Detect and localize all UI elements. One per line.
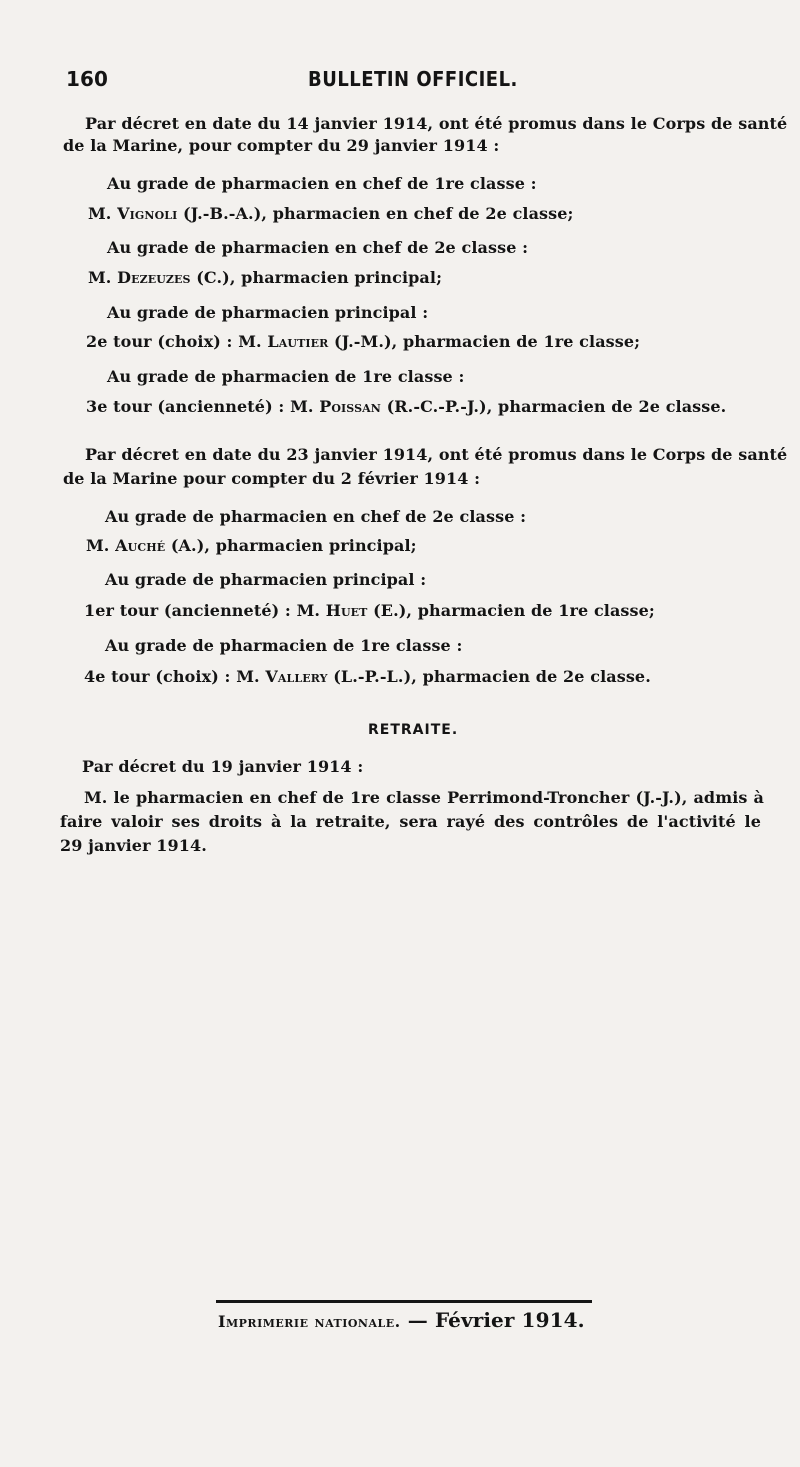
footer-rule	[216, 1300, 592, 1303]
decree1-grade1-entry	[88, 203, 574, 225]
decree2-intro-line2: de la Marine pour compter du 2 février 1914 :	[63, 469, 481, 488]
person-name: Huet	[325, 601, 368, 620]
page-title: BULLETIN OFFICIEL.	[308, 67, 518, 91]
person-name: Vignoli	[117, 204, 178, 223]
person-name: Dezeuzes	[117, 268, 191, 287]
decree1-grade4-entry	[86, 396, 726, 418]
retraite-body-line2: faire valoir ses droits à la retraite, sera rayé des contrôles de l'activité le	[60, 812, 761, 831]
retraite-body-line1: M. le pharmacien en chef de 1re classe Perrimond-Troncher (J.-J.), admis à	[84, 788, 764, 807]
entry-prefix: M.	[88, 204, 112, 223]
entry-prefix: M.	[88, 268, 112, 287]
page-number: 160	[66, 67, 109, 91]
decree2-grade2-heading: Au grade de pharmacien principal :	[105, 570, 427, 589]
entry-rest: (J.-B.-A.), pharmacien en chef de 2e classe;	[183, 204, 574, 223]
entry-prefix: 4e tour (choix) : M.	[84, 667, 260, 686]
person-name: Vallery	[265, 667, 328, 686]
entry-rest: (A.), pharmacien principal;	[170, 536, 417, 555]
decree1-intro-line1: Par décret en date du 14 janvier 1914, ont été promus dans le Corps de santé	[85, 114, 788, 133]
decree1-intro-line2: de la Marine, pour compter du 29 janvier 1914 :	[63, 136, 500, 155]
entry-rest: (C.), pharmacien principal;	[196, 268, 443, 287]
decree1-grade4-heading: Au grade de pharmacien de 1re classe :	[107, 367, 465, 386]
printer-name: Imprimerie nationale.	[218, 1312, 401, 1331]
decree1-grade2-entry	[88, 267, 442, 289]
entry-rest: (E.), pharmacien de 1re classe;	[373, 601, 655, 620]
retraite-intro: Par décret du 19 janvier 1914 :	[82, 757, 364, 776]
decree2-grade3-entry	[84, 666, 651, 688]
decree1-grade1-heading: Au grade de pharmacien en chef de 1re classe :	[107, 174, 537, 193]
decree2-grade1-entry	[86, 535, 417, 557]
footer-imprint	[218, 1309, 585, 1333]
retraite-heading: RETRAITE.	[368, 722, 459, 738]
retraite-body-line3: 29 janvier 1914.	[60, 836, 207, 855]
print-date: — Février 1914.	[407, 1308, 585, 1332]
decree2-intro-line1: Par décret en date du 23 janvier 1914, ont été promus dans le Corps de santé	[85, 445, 788, 464]
person-name: Auché	[115, 536, 166, 555]
entry-prefix: 1er tour (ancienneté) : M.	[84, 601, 321, 620]
decree2-grade2-entry	[84, 600, 655, 622]
entry-rest: (R.-C.-P.-J.), pharmacien de 2e classe.	[386, 397, 727, 416]
decree1-grade3-entry	[86, 331, 640, 353]
decree1-grade2-heading: Au grade de pharmacien en chef de 2e classe :	[107, 238, 529, 257]
entry-rest: (L.-P.-L.), pharmacien de 2e classe.	[333, 667, 651, 686]
person-name: Poissan	[319, 397, 381, 416]
decree2-grade1-heading: Au grade de pharmacien en chef de 2e classe :	[105, 507, 527, 526]
decree1-grade3-heading: Au grade de pharmacien principal :	[107, 303, 429, 322]
entry-prefix: 3e tour (ancienneté) : M.	[86, 397, 314, 416]
entry-rest: (J.-M.), pharmacien de 1re classe;	[334, 332, 641, 351]
entry-prefix: 2e tour (choix) : M.	[86, 332, 262, 351]
person-name: Lautier	[267, 332, 329, 351]
entry-prefix: M.	[86, 536, 110, 555]
decree2-grade3-heading: Au grade de pharmacien de 1re classe :	[105, 636, 463, 655]
